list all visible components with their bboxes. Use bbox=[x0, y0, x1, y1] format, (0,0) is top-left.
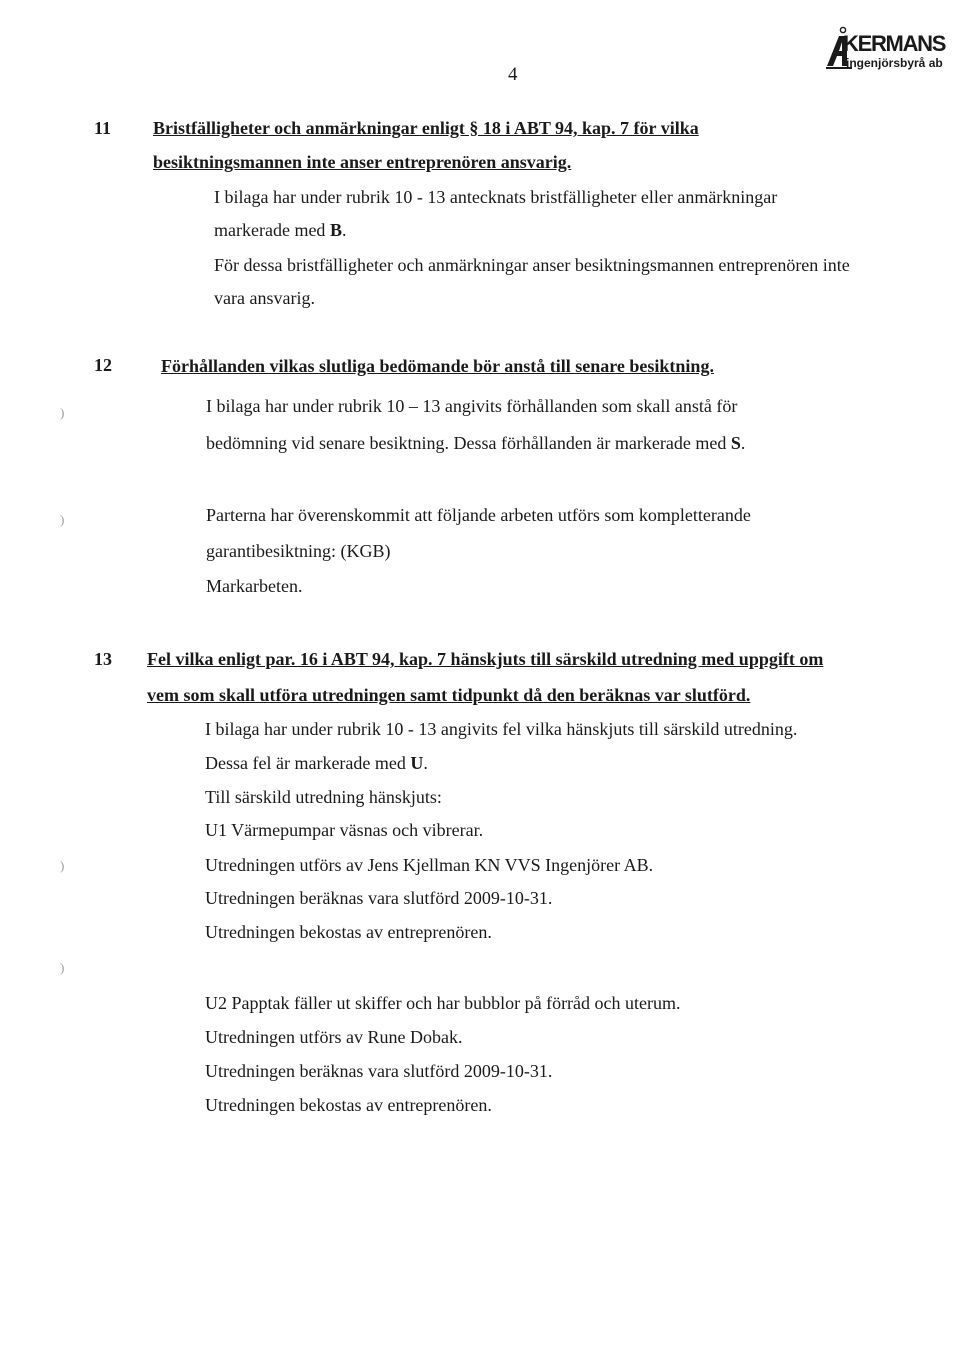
logo-name: KERMANS bbox=[843, 31, 946, 56]
margin-mark: ) bbox=[60, 960, 65, 975]
body-line: Parterna har överenskommit att följande arbeten utförs som kompletterande bbox=[206, 505, 751, 525]
body-line: I bilaga har under rubrik 10 - 13 angivits fel vilka hänskjuts till särskild utredning. bbox=[205, 719, 798, 739]
mark-letter: B bbox=[329, 220, 342, 240]
body-line: I bilaga har under rubrik 10 – 13 angivits förhållanden som skall anstå för bbox=[206, 396, 738, 416]
body-line: För dessa bristfälligheter och anmärkningar anser besiktningsmannen entreprenören inte bbox=[214, 255, 850, 275]
section-heading: Förhållanden vilkas slutliga bedömande bör anstå till senare besiktning. bbox=[161, 356, 714, 376]
body-line: Utredningen utförs av Rune Dobak. bbox=[205, 1027, 463, 1047]
margin-mark: ) bbox=[60, 512, 65, 527]
body-text: . bbox=[740, 433, 746, 453]
body-line: Utredningen bekostas av entreprenören. bbox=[205, 922, 492, 942]
company-logo bbox=[826, 26, 960, 72]
page-number: 4 bbox=[508, 64, 518, 85]
body-line: U1 Värmepumpar väsnas och vibrerar. bbox=[205, 820, 484, 840]
body-line: I bilaga har under rubrik 10 - 13 antecknats bristfälligheter eller anmärkningar bbox=[214, 187, 778, 207]
logo-tagline: ingenjörsbyrå ab bbox=[846, 56, 943, 70]
section-number: 12 bbox=[94, 355, 112, 375]
mark-letter: S bbox=[730, 433, 741, 453]
margin-mark: ) bbox=[60, 405, 65, 420]
body-line: Utredningen beräknas vara slutförd 2009-10-31. bbox=[205, 888, 553, 908]
body-text: . bbox=[341, 220, 347, 240]
section-heading: besiktningsmannen inte anser entreprenören ansvarig. bbox=[153, 152, 572, 172]
section-heading: Bristfälligheter och anmärkningar enligt § 18 i ABT 94, kap. 7 för vilka bbox=[153, 118, 699, 138]
mark-letter: U bbox=[410, 753, 424, 773]
section-number: 11 bbox=[94, 118, 112, 138]
body-line: U2 Papptak fäller ut skiffer och har bubblor på förråd och uterum. bbox=[205, 993, 681, 1013]
section-number: 13 bbox=[94, 649, 112, 669]
body-line: Utredningen bekostas av entreprenören. bbox=[205, 1095, 492, 1115]
body-text: bedömning vid senare besiktning. Dessa förhållanden är markerade med bbox=[206, 433, 731, 453]
body-line: garantibesiktning: (KGB) bbox=[206, 541, 391, 561]
margin-mark: ) bbox=[60, 858, 65, 873]
body-line bbox=[206, 433, 745, 454]
body-line bbox=[214, 220, 346, 241]
body-text: . bbox=[423, 753, 428, 773]
section-heading: vem som skall utföra utredningen samt tidpunkt då den beräknas var slutförd. bbox=[147, 685, 751, 705]
body-line: Utredningen beräknas vara slutförd 2009-10-31. bbox=[205, 1061, 553, 1081]
section-heading: Fel vilka enligt par. 16 i ABT 94, kap. 7 hänskjuts till särskild utredning med uppgift om bbox=[147, 649, 824, 669]
body-text: Dessa fel är markerade med bbox=[205, 753, 411, 773]
body-line bbox=[205, 753, 428, 774]
body-line: Utredningen utförs av Jens Kjellman KN VVS Ingenjörer AB. bbox=[205, 855, 654, 875]
body-line: Markarbeten. bbox=[206, 576, 303, 596]
body-line: vara ansvarig. bbox=[214, 288, 315, 308]
body-line: Till särskild utredning hänskjuts: bbox=[205, 787, 442, 807]
body-text: markerade med bbox=[214, 220, 330, 240]
